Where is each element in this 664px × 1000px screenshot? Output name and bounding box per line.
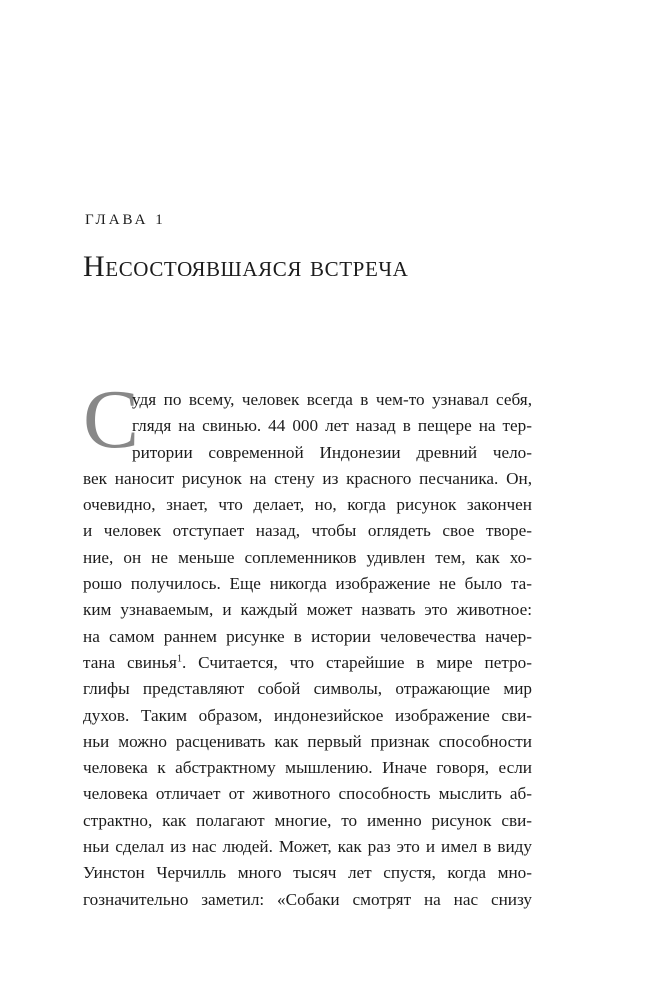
text-line: очевидно, знает, что делает, но, когда рисунок закончен bbox=[83, 495, 532, 515]
text-line: ньи сделал из нас людей. Может, как раз это и имел в виду bbox=[83, 837, 532, 857]
text-line: глифы представляют собой символы, отражающие мир bbox=[83, 679, 532, 699]
body-text bbox=[83, 387, 532, 913]
text-line: на самом раннем рисунке в истории человечества начер- bbox=[83, 626, 532, 646]
text-line: глядя на свинью. 44 000 лет назад в пещере на тер- bbox=[132, 416, 532, 436]
drop-cap: С bbox=[83, 373, 140, 466]
text-line-with-footnote bbox=[83, 650, 532, 676]
text-line: ньи можно расценивать как первый признак способности bbox=[83, 731, 532, 751]
text-line: ритории современной Индонезии древний чело- bbox=[132, 442, 532, 462]
text-line: страктно, как полагают многие, то именно рисунок сви- bbox=[83, 810, 532, 830]
text-line: и человек отступает назад, чтобы оглядеть свое творе- bbox=[83, 521, 532, 541]
text-line: гозначительно заметил: «Собаки смотрят на нас снизу bbox=[83, 889, 532, 909]
text-line: век наносит рисунок на стену из красного песчаника. Он, bbox=[83, 468, 532, 488]
text-fragment: тана свинья bbox=[83, 652, 177, 672]
text-line: рошо получилось. Еще никогда изображение не было та- bbox=[83, 574, 532, 594]
text-line: человека к абстрактному мышлению. Иначе говоря, если bbox=[83, 758, 532, 778]
text-line: ким узнаваемым, и каждый может назвать это животное: bbox=[83, 600, 532, 620]
footnote-marker[interactable]: 1 bbox=[176, 653, 182, 665]
chapter-label: ГЛАВА 1 bbox=[85, 212, 166, 228]
text-line: удя по всему, человек всегда в чем-то узнавал себя, bbox=[132, 390, 532, 409]
chapter-title: Несостоявшаяся встреча bbox=[83, 250, 409, 283]
text-fragment: . Считается, что старейшие в мире петро- bbox=[181, 652, 533, 672]
text-line: Уинстон Черчилль много тысяч лет спустя, когда мно- bbox=[83, 863, 532, 883]
text-line: ние, он не меньше соплеменников удивлен тем, как хо- bbox=[83, 547, 532, 567]
text-line: духов. Таким образом, индонезийское изображение сви- bbox=[83, 705, 532, 725]
text-line: человека отличает от животного способность мыслить аб- bbox=[83, 784, 532, 804]
